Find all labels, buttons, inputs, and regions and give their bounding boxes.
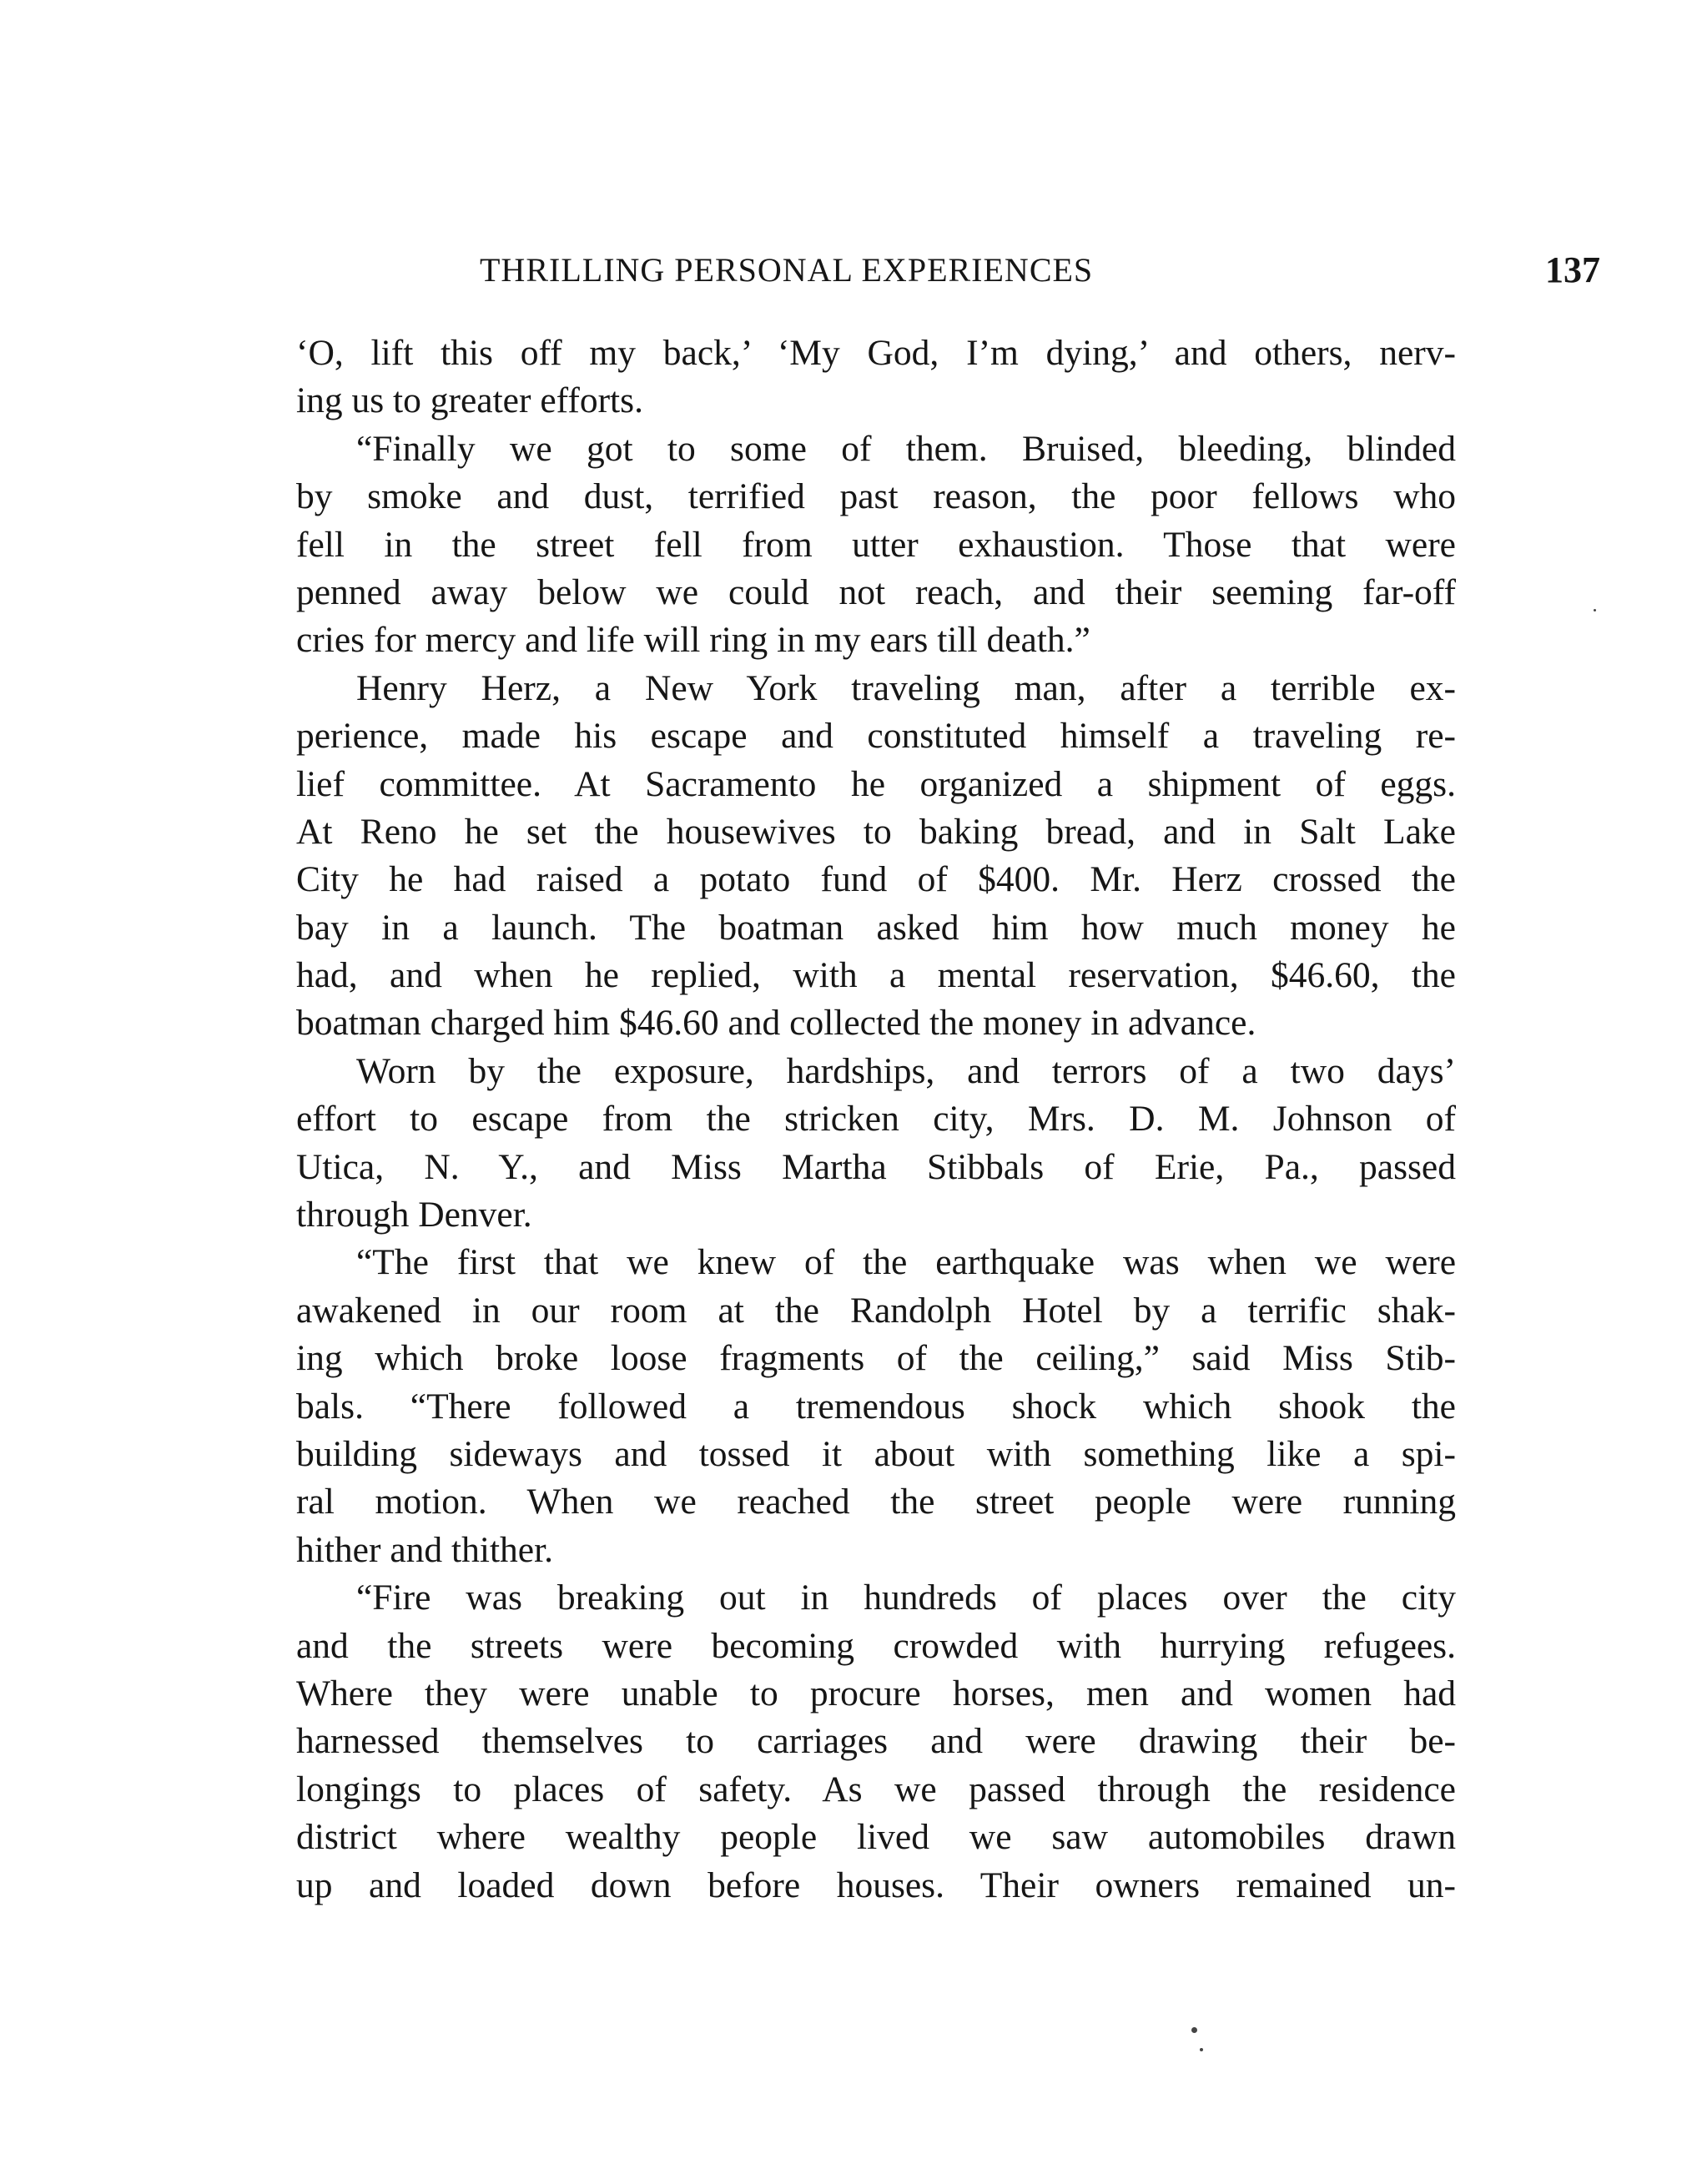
text-line: At Reno he set the housewives to baking bread, and in Salt Lake <box>296 811 1456 852</box>
scan-speck <box>1191 2027 1197 2033</box>
text-line: up and loaded down before houses. Their owners remained un- <box>296 1864 1456 1905</box>
text-line: “Fire was breaking out in hundreds of places over the city <box>356 1578 1456 1618</box>
text-line: boatman charged him $46.60 and collected the money in advance. <box>296 1003 1256 1044</box>
text-line: Worn by the exposure, hardships, and terrors of a two days’ <box>356 1050 1456 1091</box>
text-line: “Finally we got to some of them. Bruised, bleeding, blinded <box>356 428 1456 469</box>
text-line: had, and when he replied, with a mental reservation, $46.60, the <box>296 955 1456 996</box>
text-line: through Denver. <box>296 1195 532 1235</box>
text-line: “The first that we knew of the earthquake was when we were <box>356 1242 1456 1283</box>
text-line: building sideways and tossed it about with something like a spi- <box>296 1433 1456 1474</box>
running-header: THRILLING PERSONAL EXPERIENCES <box>480 251 1094 289</box>
body-text <box>296 330 1456 1910</box>
text-line: effort to escape from the stricken city, Mrs. D. M. Johnson of <box>296 1099 1456 1140</box>
text-line: by smoke and dust, terrified past reason, the poor fellows who <box>296 476 1456 517</box>
scan-speck <box>1200 2048 1203 2051</box>
scan-speck <box>1594 609 1596 611</box>
text-line: Utica, N. Y., and Miss Martha Stibbals of Erie, Pa., passed <box>296 1146 1456 1187</box>
text-line: penned away below we could not reach, and their seeming far-off <box>296 571 1456 612</box>
text-line: Where they were unable to procure horses, men and women had <box>296 1673 1456 1713</box>
text-line: lief committee. At Sacramento he organized a shipment of eggs. <box>296 763 1456 804</box>
page-number: 137 <box>1545 249 1600 290</box>
text-line: ing us to greater efforts. <box>296 380 643 421</box>
text-line: Henry Herz, a New York traveling man, after a terrible ex- <box>356 667 1456 708</box>
text-line: City he had raised a potato fund of $400. Mr. Herz crossed the <box>296 859 1456 900</box>
text-line: awakened in our room at the Randolph Hotel by a terrific shak- <box>296 1290 1456 1331</box>
text-line: ing which broke loose fragments of the ceiling,” said Miss Stib- <box>296 1338 1456 1379</box>
text-line: harnessed themselves to carriages and were drawing their be- <box>296 1721 1456 1762</box>
text-line: bay in a launch. The boatman asked him how much money he <box>296 907 1456 948</box>
text-line: ral motion. When we reached the street people were running <box>296 1482 1456 1522</box>
text-line: bals. “There followed a tremendous shock which shook the <box>296 1386 1456 1427</box>
text-line: district where wealthy people lived we saw automobiles drawn <box>296 1817 1456 1858</box>
text-line: perience, made his escape and constituted himself a traveling re- <box>296 716 1456 757</box>
text-line: longings to places of safety. As we passed through the residence <box>296 1769 1456 1809</box>
text-line: hither and thither. <box>296 1529 554 1570</box>
text-line: fell in the street fell from utter exhaustion. Those that were <box>296 524 1456 565</box>
text-line: and the streets were becoming crowded with hurrying refugees. <box>296 1625 1456 1666</box>
text-line: ‘O, lift this off my back,’ ‘My God, I’m dying,’ and others, nerv- <box>296 333 1456 373</box>
text-line: cries for mercy and life will ring in my ears till death.” <box>296 620 1090 661</box>
